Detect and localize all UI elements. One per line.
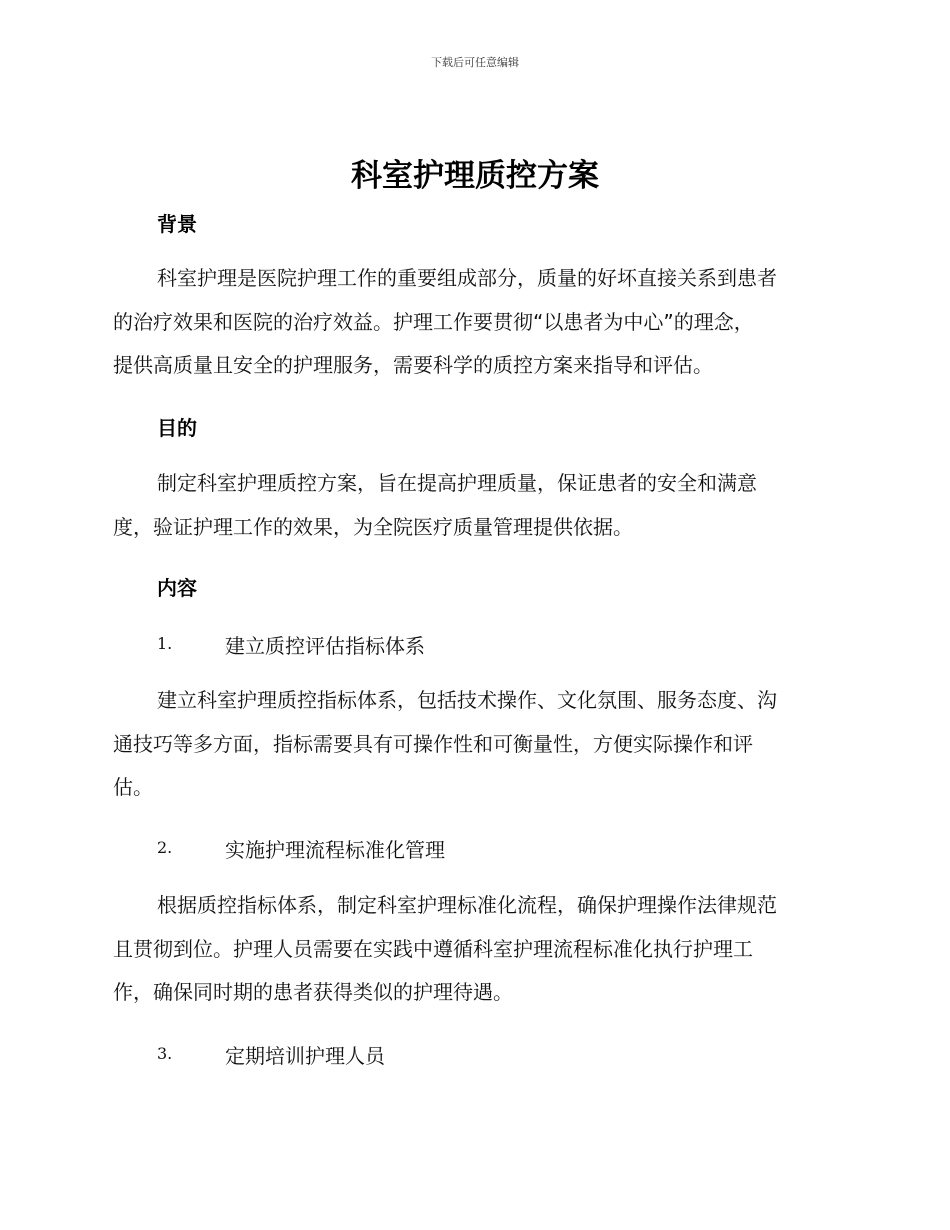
list-item-title: 建立质控评估指标体系 xyxy=(225,634,425,658)
paragraph-line: 制定科室护理质控方案，旨在提高护理质量，保证患者的安全和满意 xyxy=(157,471,757,495)
paragraph-line: 估。 xyxy=(113,775,153,799)
paragraph-line: 建立科室护理质控指标体系，包括技术操作、文化氛围、服务态度、沟 xyxy=(157,688,777,712)
background-paragraph xyxy=(113,257,835,388)
page-header: 下载后可任意编辑 xyxy=(431,56,519,69)
list-item-title: 实施护理流程标准化管理 xyxy=(225,838,445,862)
section-heading-content: 内容 xyxy=(157,576,197,600)
paragraph-line: 作，确保同时期的患者获得类似的护理待遇。 xyxy=(113,980,513,1004)
purpose-paragraph xyxy=(113,462,835,549)
list-item-number: 1. xyxy=(157,634,173,653)
paragraph-line: 通技巧等多方面，指标需要具有可操作性和可衡量性，方便实际操作和评 xyxy=(113,731,753,756)
item-2-paragraph xyxy=(113,884,835,1015)
paragraph-line: 且贯彻到位。护理人员需要在实践中遵循科室护理流程标准化执行护理工 xyxy=(113,936,753,961)
document-title: 科室护理质控方案 xyxy=(351,158,599,194)
paragraph-line: 度，验证护理工作的效果，为全院医疗质量管理提供依据。 xyxy=(113,514,633,539)
item-1-paragraph xyxy=(113,679,835,810)
list-item-title: 定期培训护理人员 xyxy=(225,1044,385,1068)
section-heading-background: 背景 xyxy=(157,212,197,236)
list-item-number: 2. xyxy=(157,838,173,857)
paragraph-line: 根据质控指标体系，制定科室护理标准化流程，确保护理操作法律规范 xyxy=(157,893,777,917)
paragraph-line: 的治疗效果和医院的治疗效益。护理工作要贯彻“以患者为中心”的理念， xyxy=(113,309,754,334)
paragraph-line: 科室护理是医院护理工作的重要组成部分，质量的好坏直接关系到患者 xyxy=(157,266,777,290)
paragraph-line: 提供高质量且安全的护理服务，需要科学的质控方案来指导和评估。 xyxy=(113,353,713,377)
section-heading-purpose: 目的 xyxy=(157,416,197,440)
list-item-number: 3. xyxy=(157,1044,173,1063)
